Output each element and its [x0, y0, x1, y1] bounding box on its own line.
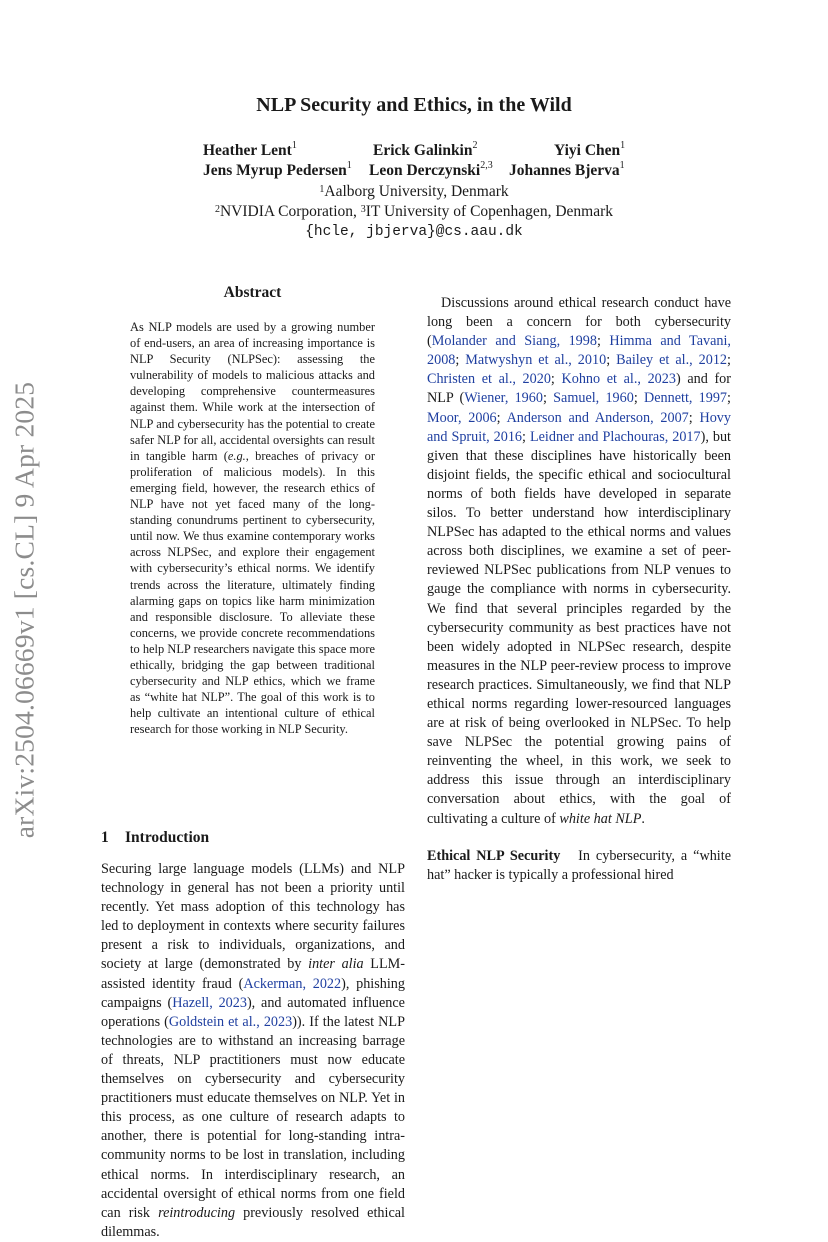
author-block [0, 142, 828, 242]
citation-link[interactable]: Christen et al., 2020 [427, 371, 551, 388]
author-row-2 [0, 162, 828, 182]
abstract-heading: Abstract [223, 284, 282, 301]
citation-link[interactable]: Anderson and Anderson, 2007 [506, 409, 689, 426]
affiliation-2: $^2$NVIDIA Corporation, $^3$IT University of Copenhagen, Denmark [214, 203, 613, 220]
intro-paragraph-3: Ethical NLP Security In cybersecurity, a “white hat” hacker is typically a professional hired [427, 847, 731, 883]
author-name: Erick Galinkin$^2$ [373, 140, 478, 159]
author-name: Johannes Bjerva$^1$ [509, 160, 625, 179]
citation-link[interactable]: Ackerman, 2022 [243, 975, 342, 992]
citation-link[interactable]: Matwyshyn et al., 2010 [465, 352, 607, 369]
citation-link[interactable]: Himma and Tavani, 2008 [427, 333, 731, 369]
citation-link[interactable]: Hovy and Spruit, 2016 [427, 409, 731, 445]
author-name: Leon Derczynski$^{2,3}$ [369, 160, 493, 179]
author-name: Heather Lent$^1$ [203, 140, 297, 159]
contact-email[interactable]: {hcle, jbjerva}@cs.aau.dk [305, 224, 523, 240]
citation-link[interactable]: Samuel, 1960 [553, 390, 634, 407]
intro-paragraph-2: Discussions around ethical research conduct have long been a concern for both cybersecurity (Molander and Siang, 1998; Himma and Tavani, 2008; Matwyshyn et al., 2010; Bailey et al., 2012; Christen et al., 2020; Kohno et al., 2023) and for NLP (Wiener, 1960; Samuel, 1960; Dennett, 1997; Moor, 2006; Anderson and Anderson, 2007; Hovy and Spruit, 2016; Leidner and Plachouras, 2017), but given that these disciplines have historically been disjoint fields, the specific ethical and sociocultural norms of both fields have developed in separate silos. To better understand how interdisciplinary NLPSec has adapted to the ethical norms and values across both disciplines, we examine a set of peer-reviewed NLPSec publications from NLP venues to gauge the compliance with norms in cybersecurity. We find that several principles regarded by the cybersecurity community as best practices have not been widely adopted in NLPSec research, despite measures in the NLP peer-review process to improve research practices. Simultaneously, we find that NLP ethical norms regarding lower-resourced languages are at risk of being overlooked in NLPSec. To help save NLPSec the potential growing pains of reinventing the wheel, in this work, we seek to address this issue through an interdisciplinary conversation about ethics, with the goal of cultivating a culture of white hat NLP. [427, 295, 731, 827]
citation-link[interactable]: Wiener, 1960 [464, 390, 543, 407]
citation-link[interactable]: Goldstein et al., 2023 [168, 1013, 293, 1030]
arxiv-id-text: arXiv:2504.06669v1 [cs.CL] 9 Apr 2025 [8, 381, 39, 839]
author-row-1 [0, 142, 828, 162]
citation-link[interactable]: Leidner and Plachouras, 2017 [529, 428, 701, 445]
arxiv-identifier [4, 375, 44, 845]
paper-title: NLP Security and Ethics, in the Wild [256, 94, 572, 116]
paragraph-run-in-heading: Ethical NLP Security [427, 847, 561, 864]
citation-link[interactable]: Bailey et al., 2012 [616, 352, 728, 369]
abstract-text: As NLP models are used by a growing number of end-users, an area of increasing importance is NLP Security (NLPSec): assessing the vulnerability of models to malicious attacks and developing comprehensive countermeasures against them. While work at the intersection of NLP and cybersecurity has the potential to create safer NLP for all, accidental oversights can result in tangible harm (e.g., breaches of privacy or proliferation of malicious models). In this emerging field, however, the research ethics of NLP have not yet faced many of the long-standing conundrums pertinent to cybersecurity, until now. We thus examine contemporary works across NLPSec, and explore their engagement with cybersecurity’s ethical norms. We identify trends across the literature, ultimately finding alarming gaps on topics like harm minimization and responsible disclosure. To alleviate these concerns, we provide concrete recommendations to help NLP researchers navigate this space more ethically, bridging the gap between traditional cybersecurity and NLP ethics, which we frame as “white hat NLP”. The goal of this work is to help cultivate an intentional culture of ethical research for those working in NLP Security. [130, 320, 376, 737]
author-name: Yiyi Chen$^1$ [554, 140, 626, 159]
right-column [427, 288, 731, 885]
citation-link[interactable]: Hazell, 2023 [172, 994, 247, 1011]
citation-link[interactable]: Dennett, 1997 [643, 390, 728, 407]
citation-link[interactable]: Molander and Siang, 1998 [431, 333, 597, 350]
author-name: Jens Myrup Pedersen$^1$ [203, 160, 352, 179]
affiliation-1: $^1$Aalborg University, Denmark [319, 183, 509, 200]
intro-paragraph-1: Securing large language models (LLMs) and NLP technology in general has not been a priority until recently. Yet mass adoption of this technology has led to deployment in contexts where security failures present a risk to individuals, organizations, and society at large (demonstrated by inter alia LLM-assisted identity fraud (Ackerman, 2022), phishing campaigns (Hazell, 2023), and automated influence operations (Goldstein et al., 2023)). If the latest NLP technologies are to withstand an increasing barrage of threats, NLP practitioners must now educate themselves on cybersecurity and cybersecurity practitioners must educate themselves on NLP. Yet in this process, as one culture of research adapts to another, there is potential for long-standing intra-community norms to be lost in translation, including ethical norms. In interdisciplinary research, an accidental oversight of ethical norms from one field can risk reintroducing previously resolved ethical dilemmas. [101, 861, 405, 1240]
citation-link[interactable]: Kohno et al., 2023 [561, 371, 676, 388]
citation-link[interactable]: Moor, 2006 [427, 409, 497, 426]
section-heading-introduction: 1 Introduction [101, 829, 210, 846]
